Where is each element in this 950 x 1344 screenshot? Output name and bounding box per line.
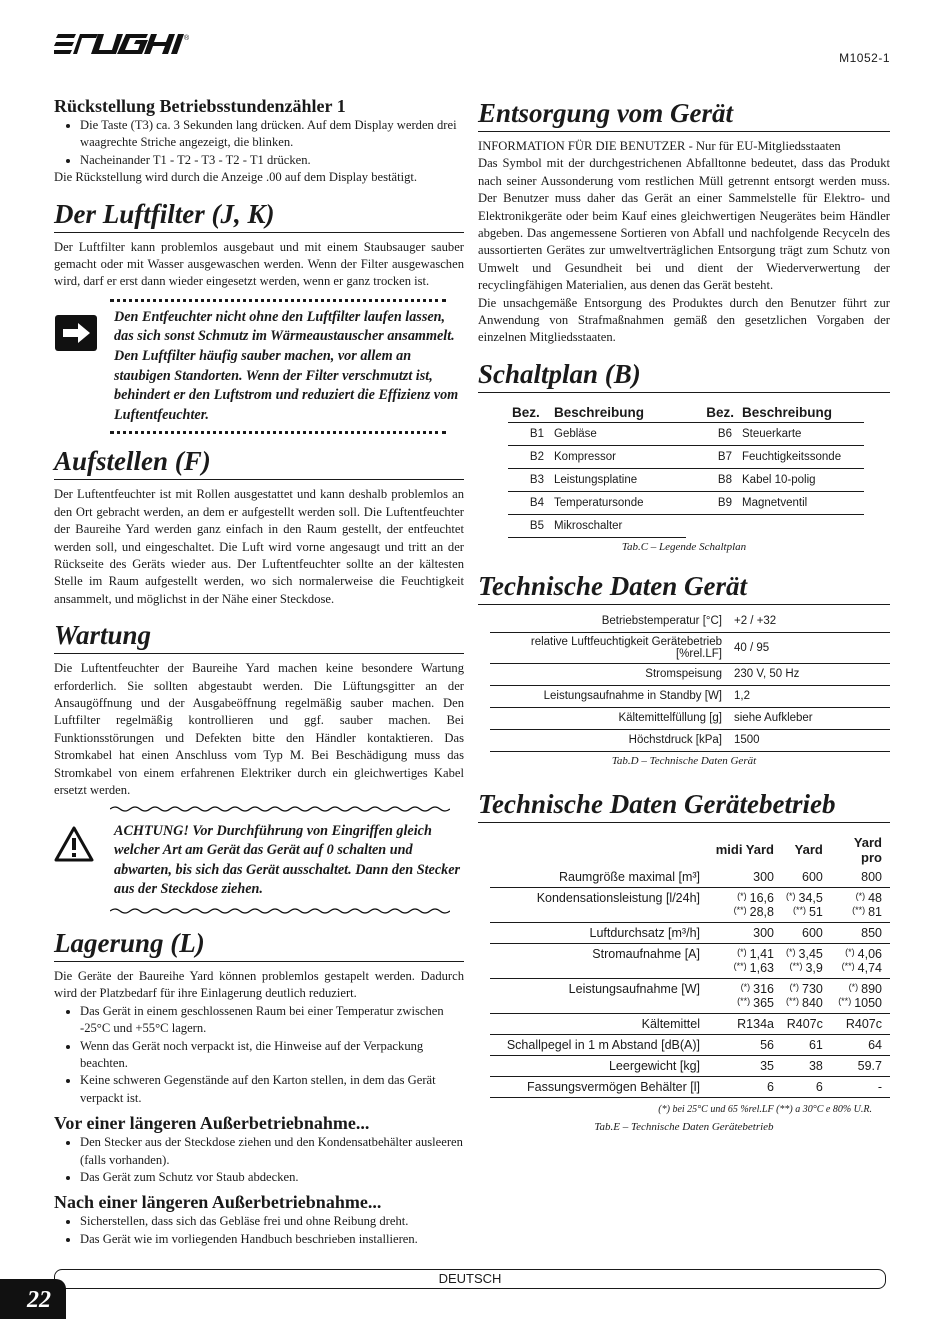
column-header: midi Yard [715, 842, 774, 858]
warning-triangle-icon [54, 826, 94, 869]
column-header: Bez. [686, 403, 738, 423]
filter-note-text: Den Entfeuchter nicht ohne den Luftfilter laufen lassen, das sich sonst Schmutz im Wärmeaustauscher ansammelt. Den Luftfilter häufig sauber machen, vor allem an staubigen Standorten. Wenn der Filter verschmutzt ist, behindert er den Luftstrom und reduziert die Effizienz vom Luftentfeuchter. [114, 308, 459, 423]
arrow-right-icon [54, 314, 98, 359]
table-cell: (*) 730 (**) 840 [782, 978, 831, 1013]
table-cell: (*) 1,41 (**) 1,63 [710, 943, 782, 978]
table-row [490, 632, 890, 663]
table-cell: B3 [508, 468, 550, 491]
setup-text: Der Luftentfeuchter ist mit Rollen ausgestattet und kann deshalb problemlos an den Ort gebracht werden, an dem er aufgestellt werden soll. Die Luftentfeuchter der Baureihe Yard werden ganz einfach in den Raum gestellt, der entfeuchtet werden soll, und eingeschaltet. Die Luft wird vorne angesaugt und tritt an der Rückseite des Geräts wieder aus. Der Luftentfeuchter sollte an der kältesten Stelle im Raum aufgestellt werden, wo sich normalerweise die Feuchtigkeit ansammelt, und möglichst in der Nähe einer Steckdose. [54, 487, 464, 606]
table-row [508, 422, 864, 445]
table-row [490, 922, 890, 943]
table-cell: +2 / +32 [730, 611, 890, 633]
table-cell: 600 [782, 922, 831, 943]
document-code: M1052-1 [839, 51, 890, 65]
table-cell: B5 [508, 514, 550, 537]
maintenance-text: Die Luftentfeuchter der Baureihe Yard machen keine besondere Wartung erforderlich. Sie sollten abgestaubt werden. Die Lüftungsgitter an der Ansaugöffnung und der Ausgabeöffnung regelmäßig sauber machen. Den Luftfilter regelmäßig kontrollieren und ggf. sauber machen. Bei Funktionsstörungen und Defekten bitte den Händler kontaktieren. Das Stromkabel hat einen Anschluss vom Typ M. Bei Beschädigung muss das Stromkabel von einem erfahrenen Elektriker durch ein gleichwertiges Kabel ersetzt werden. [54, 661, 464, 798]
table-cell: 850 [831, 922, 890, 943]
table-cell: Mikroschalter [550, 514, 686, 537]
reset-title: Rückstellung Betriebsstundenzähler 1 [54, 96, 346, 116]
table-cell: B9 [686, 491, 738, 514]
table-cell: 1500 [730, 729, 890, 751]
table-cell: 59.7 [831, 1055, 890, 1076]
table-cell: 6 [782, 1076, 831, 1097]
storage-text: Die Geräte der Baureihe Yard können problemlos gestapelt werden. Dadurch wird der Platzbedarf für ihre Einlagerung deutlich reduziert. [54, 968, 464, 1001]
table-cell: 56 [710, 1034, 782, 1055]
table-cell: Leistungsplatine [550, 468, 686, 491]
table-cell: B2 [508, 445, 550, 468]
list-item: • Keine schweren Gegenstände auf den Karton stellen, in dem das Gerät verpackt ist. [80, 1072, 464, 1107]
brand-logo [54, 30, 192, 62]
table-row [490, 611, 890, 633]
table-cell: Kompressor [550, 445, 686, 468]
column-header: Beschreibung [738, 403, 864, 423]
wavy-divider [110, 907, 450, 915]
right-column [478, 96, 890, 1133]
table-cell: 38 [782, 1055, 831, 1076]
maintenance-warning [54, 820, 464, 902]
column-header: Bez. [508, 403, 550, 423]
disposal-info: INFORMATION FÜR DIE BENUTZER - Nur für EU-Mitgliedsstaaten [478, 139, 841, 153]
table-cell: Gebläse [550, 422, 686, 445]
table-cell: (*) 16,6 (**) 28,8 [710, 887, 782, 922]
table-cell: 300 [710, 922, 782, 943]
table-row [508, 445, 864, 468]
table-cell: (*) 316 (**) 365 [710, 978, 782, 1013]
table-cell: B8 [686, 468, 738, 491]
table-cell: Kabel 10-polig [738, 468, 864, 491]
disposal-section-title: Entsorgung vom Gerät [478, 96, 890, 132]
table-cell: siehe Aufkleber [730, 707, 890, 729]
table-cell: - [831, 1076, 890, 1097]
table-cell: 230 V, 50 Hz [730, 663, 890, 685]
table-cell: B4 [508, 491, 550, 514]
filter-note [54, 304, 464, 432]
table-cell: B7 [686, 445, 738, 468]
tech-data-table [490, 611, 890, 752]
after-shutdown-title: Nach einer längeren Außerbetriebnahme... [54, 1192, 382, 1213]
list-item: • Sicherstellen, dass sich das Gebläse frei und ohne Reibung dreht. [80, 1213, 464, 1230]
table-cell: Raumgröße maximal [m³] [490, 867, 710, 888]
table-cell: 300 [710, 867, 782, 888]
table-cell: R134a [710, 1013, 782, 1034]
table-cell: 1,2 [730, 685, 890, 707]
operation-caption: Tab.E – Technische Daten Gerätebetrieb [594, 1120, 774, 1133]
table-cell: Fassungsvermögen Behälter [l] [490, 1076, 710, 1097]
table-cell: 64 [831, 1034, 890, 1055]
filter-text: Der Luftfilter kann problemlos ausgebaut und mit einem Staubsauger sauber gemacht oder mit Wasser ausgewaschen werden. Wenn der Filter ausgewaschen wird, darf er erst dann wieder eingesetzt werden, wenn er ganz trocken ist. [54, 239, 464, 289]
table-cell: Magnetventil [738, 491, 864, 514]
table-cell: Kältemittel [490, 1013, 710, 1034]
list-item: • Nacheinander T1 - T2 - T3 - T2 - T1 drücken. [80, 152, 464, 169]
before-shutdown-list [54, 1134, 464, 1186]
table-row [490, 685, 890, 707]
table-row [490, 707, 890, 729]
filter-section-title: Der Luftfilter (J, K) [54, 197, 464, 233]
table-cell: R407c [831, 1013, 890, 1034]
maintenance-section-title: Wartung [54, 618, 464, 654]
table-cell: Schallpegel in 1 m Abstand [dB(A)] [490, 1034, 710, 1055]
table-cell: Höchstdruck [kPa] [490, 729, 730, 751]
column-header: Beschreibung [550, 403, 686, 423]
table-row [490, 943, 890, 978]
table-row [490, 663, 890, 685]
table-cell: (*) 48 (**) 81 [831, 887, 890, 922]
wiring-section-title: Schaltplan (B) [478, 357, 890, 393]
wavy-divider [110, 805, 450, 813]
table-row [508, 491, 864, 514]
tech-caption: Tab.D – Technische Daten Gerät [611, 754, 757, 767]
table-cell: B6 [686, 422, 738, 445]
table-cell: Leistungsaufnahme [W] [490, 978, 710, 1013]
table-cell: Luftdurchsatz [m³/h] [490, 922, 710, 943]
table-cell: Kältemittelfüllung [g] [490, 707, 730, 729]
table-row [508, 514, 864, 537]
table-cell: Leistungsaufnahme in Standby [W] [490, 685, 730, 707]
column-header: Yard pro [853, 834, 882, 865]
list-item: • Wenn das Gerät noch verpackt ist, die Hinweise auf der Verpackung beachten. [80, 1038, 464, 1073]
table-row [490, 1013, 890, 1034]
storage-list [54, 1003, 464, 1107]
table-cell: B1 [508, 422, 550, 445]
disposal-text: Das Symbol mit der durchgestrichenen Abfalltonne bedeutet, dass das Produkt nach seiner Aussonderung vom restlichen Müll getrennt entsorgt werden muss. Der Benutzer muss daher das Gerät an einer Sammelstelle für Elektro- und Elektronikgeräte oder beim Kauf eines gleichwertigen Neugerätes beim Händler abgeben. Das angemessene Sortieren von Abfall und nachfolgende Recyceln des aussortierten Gerätes zur umweltverträglichen Entsorgung trägt zum Schutz von Umwelt und Gesundheit bei und dient der Wiederverwertung der recyclingfähigen Materialien, aus denen das Gerät besteht. [478, 156, 890, 293]
table-cell: (*) 3,45 (**) 3,9 [782, 943, 831, 978]
table-cell: R407c [782, 1013, 831, 1034]
reset-confirmation: Die Rückstellung wird durch die Anzeige .00 auf dem Display bestätigt. [54, 170, 418, 185]
table-cell: Betriebstemperatur [°C] [490, 611, 730, 633]
column-header: Yard [794, 842, 823, 858]
footer-language-bar [54, 1269, 886, 1289]
reset-list [54, 117, 464, 169]
table-cell: Steuerkarte [738, 422, 864, 445]
after-shutdown-list [54, 1213, 464, 1248]
footer-language: DEUTSCH [438, 1271, 502, 1286]
wiring-caption: Tab.C – Legende Schaltplan [621, 540, 747, 553]
list-item: • Die Taste (T3) ca. 3 Sekunden lang drücken. Auf dem Display werden drei waagrechte Striche angezeigt, die blinken. [80, 117, 464, 152]
table-row [490, 729, 890, 751]
table-cell: (*) 4,06 (**) 4,74 [831, 943, 890, 978]
table-cell: 61 [782, 1034, 831, 1055]
tech-section-title: Technische Daten Gerät [478, 569, 890, 605]
table-cell: 35 [710, 1055, 782, 1076]
list-item: • Das Gerät wie im vorliegenden Handbuch beschrieben installieren. [80, 1231, 464, 1248]
table-cell: Stromaufnahme [A] [490, 943, 710, 978]
table-row [490, 1076, 890, 1097]
disposal-penalty: Die unsachgemäße Entsorgung des Produktes durch den Benutzer führt zur Anwendung von Strafmaßnahmen gemäß den gesetzlichen Vorgaben der einzelnen Mitgliedsstaaten. [478, 295, 890, 345]
table-cell: relative Luftfeuchtigkeit Gerätebetrieb [%rel.LF] [490, 632, 730, 663]
table-row [490, 1034, 890, 1055]
page-number: 22 [0, 1279, 66, 1319]
wiring-legend-table [508, 403, 864, 538]
operation-section-title: Technische Daten Gerätebetrieb [478, 787, 890, 823]
table-cell: 40 / 95 [730, 632, 890, 663]
list-item: • Den Stecker aus der Steckdose ziehen und den Kondensatbehälter ausleeren (falls vorhanden). [80, 1134, 464, 1169]
table-row [508, 468, 864, 491]
storage-section-title: Lagerung (L) [54, 926, 464, 962]
table-cell: Kondensationsleistung [l/24h] [490, 887, 710, 922]
operation-footnote: (*) bei 25°C und 65 %rel.LF (**) a 30°C e 80% U.R. [658, 1103, 872, 1115]
before-shutdown-title: Vor einer längeren Außerbetriebnahme... [54, 1113, 370, 1134]
table-cell: (*) 890 (**) 1050 [831, 978, 890, 1013]
operation-data-table [490, 833, 890, 1098]
list-item: • Das Gerät in einem geschlossenen Raum bei einer Temperatur zwischen -25°C und +55°C lagern. [80, 1003, 464, 1038]
list-item: • Das Gerät zum Schutz vor Staub abdecken. [80, 1169, 464, 1186]
table-cell: Leergewicht [kg] [490, 1055, 710, 1076]
table-cell: 600 [782, 867, 831, 888]
warning-text: ACHTUNG! Vor Durchführung von Eingriffen gleich welcher Art am Gerät das Gerät auf 0 schalten und abwarten, bis sich das Gerät ausschaltet. Dann den Stecker aus der Steckdose ziehen. [114, 822, 461, 898]
table-row [490, 867, 890, 888]
table-cell: Feuchtigkeitssonde [738, 445, 864, 468]
table-cell: 800 [831, 867, 890, 888]
svg-text:®: ® [184, 35, 190, 42]
table-row [490, 1055, 890, 1076]
table-cell: Temperatursonde [550, 491, 686, 514]
table-row [490, 887, 890, 922]
table-cell: (*) 34,5 (**) 51 [782, 887, 831, 922]
table-cell: Stromspeisung [490, 663, 730, 685]
setup-section-title: Aufstellen (F) [54, 444, 464, 480]
left-column [54, 96, 464, 1248]
table-cell: 6 [710, 1076, 782, 1097]
table-row [490, 978, 890, 1013]
